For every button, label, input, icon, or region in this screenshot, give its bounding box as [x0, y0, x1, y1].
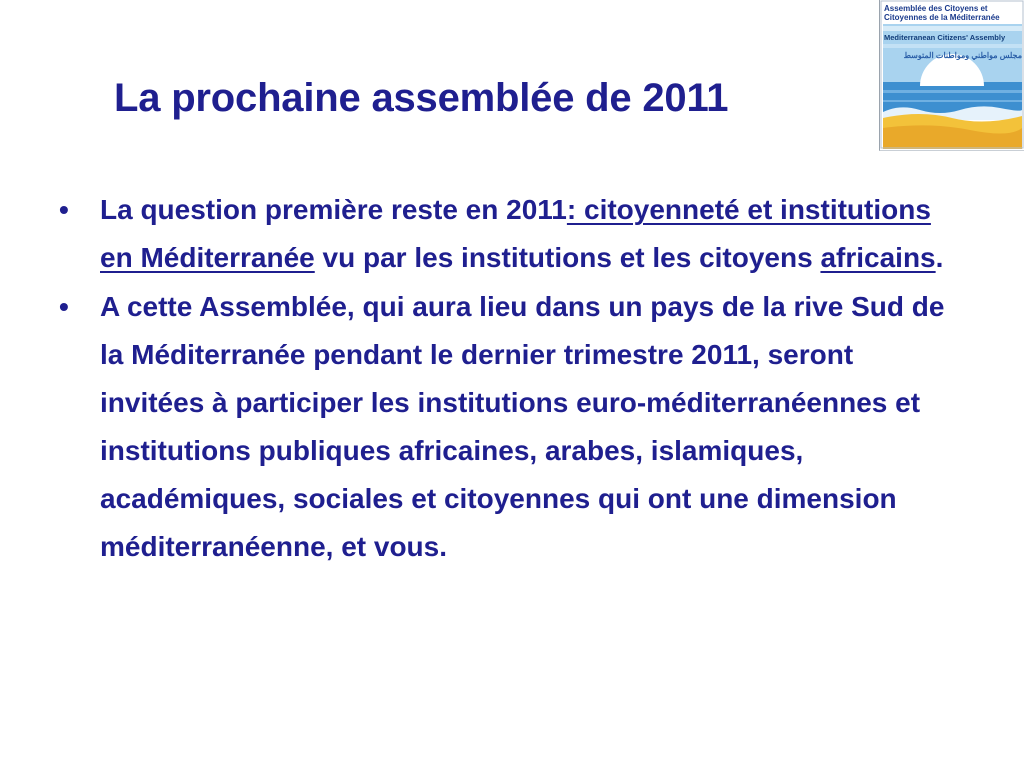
bullet-1-seg-2: : citoyenneté et institutions en Méditerranée [100, 194, 931, 273]
bullet-item-2 [59, 283, 950, 571]
assembly-logo [879, 0, 1024, 151]
bullet-icon: • [59, 194, 69, 225]
logo-text-line-1: Assemblée des Citoyens et [884, 4, 988, 13]
logo-graphic [880, 0, 1024, 150]
logo-text-line-3: Mediterranean Citizens' Assembly [884, 33, 1006, 42]
bullet-item-1 [59, 186, 950, 282]
logo-text-line-4-arabic: مجلس مواطني ومواطنات المتوسط [903, 51, 1022, 60]
logo-text-line-2: Citoyennes de la Méditerranée [884, 13, 1000, 22]
bullet-2-seg-1: A cette Assemblée, qui aura lieu dans un pays de la rive Sud de la Méditerranée pendant le dernier trimestre 2011, seront invitées à participer les institutions euro-méditerranéennes et institutions publiques africaines, arabes, islamiques, académiques, sociales et citoyennes qui ont une dimension méditerranéenne, et vous. [100, 291, 945, 562]
slide-title: La prochaine assemblée de 2011 [114, 76, 729, 120]
bullet-list [59, 186, 950, 572]
bullet-icon: • [59, 291, 69, 322]
bullet-1-seg-1: La question première reste en 2011 [100, 194, 567, 225]
bullet-1-seg-4: africains [820, 242, 936, 273]
bullet-1-seg-3: vu par les institutions et les citoyens [314, 242, 821, 273]
bullet-1-seg-5: . [935, 242, 944, 273]
